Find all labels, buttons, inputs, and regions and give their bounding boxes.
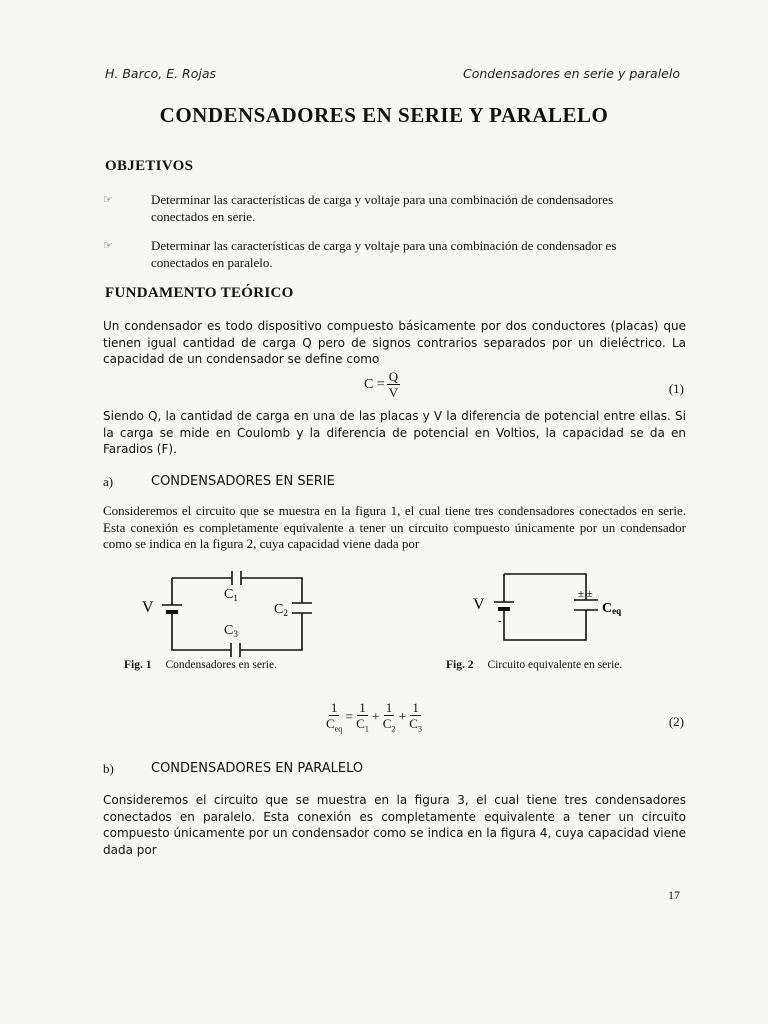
- section-heading-fundamento: FUNDAMENTO TEÓRICO: [105, 285, 294, 301]
- figure-1-series-circuit: [138, 568, 338, 660]
- paragraph-serie: Consideremos el circuito que se muestra en la figura 1, el cual tiene tres condensadores conectados en serie. Esta conexión es completamente equivalente a tener un circuito compuesto únicamente por un condensador como se indica en la figura 2, cuya capacidad viene dada por: [103, 503, 686, 551]
- subsection-heading-serie: CONDENSADORES EN SERIE: [151, 474, 335, 489]
- paragraph-units: Siendo Q, la cantidad de carga en una de las placas y V la diferencia de potencial entre ellas. Si la carga se mide en Coulomb y la diferencia de potencial en Voltios, la capacidad se da en Faradios (F).: [103, 409, 686, 456]
- equation-2-number: (2): [668, 714, 684, 729]
- objective-item-1: Determinar las características de carga y voltaje para una combinación de condensadores conectados en serie.: [151, 192, 614, 224]
- page-number: 17: [668, 888, 680, 902]
- header-authors: H. Barco, E. Rojas: [105, 66, 217, 81]
- section-heading-objetivos: OBJETIVOS: [105, 158, 194, 174]
- equation-1-lhs: C =: [364, 376, 385, 392]
- pointing-hand-icon: ☞: [103, 194, 113, 206]
- figure-2-caption: Fig. 2 Circuito equivalente en serie.: [446, 659, 623, 671]
- svg-text:± ±: ± ±: [578, 588, 593, 600]
- pointing-hand-icon: ☞: [103, 240, 113, 252]
- figure-2-equivalent-circuit: [470, 566, 650, 646]
- subsection-label-a: a): [103, 474, 114, 489]
- fig2-ceq-label: Ceq: [602, 601, 622, 616]
- figure-1-caption: Fig. 1 Condensadores en serie.: [124, 659, 277, 671]
- page-title: CONDENSADORES EN SERIE Y PARALELO: [159, 103, 609, 127]
- paragraph-paralelo: Consideremos el circuito que se muestra en la figura 3, el cual tiene tres condensadores conectados en paralelo. Esta conexión es completamente equivalente a tener un circuito compuesto únicamente por un condensador como se indica en la figura 4, cuya capacidad viene dada por: [103, 793, 686, 857]
- fig1-c3-label: $C_3$: [224, 623, 238, 639]
- fig2-v-label: V: [473, 596, 485, 613]
- subsection-label-b: b): [103, 761, 114, 776]
- equation-1: C = $\frac{Q}{V}$: [364, 369, 399, 400]
- svg-text:-: -: [498, 615, 502, 627]
- fig1-c2-label: $C_2$: [274, 602, 288, 618]
- subsection-heading-paralelo: CONDENSADORES EN PARALELO: [151, 761, 364, 776]
- fig1-c1-label: $C_1$: [224, 587, 238, 603]
- equation-1-number: (1): [668, 381, 684, 396]
- objective-item-2: Determinar las características de carga y voltaje para una combinación de condensador es conectados en paralelo.: [151, 238, 617, 270]
- header-running-title: Condensadores en serie y paralelo: [462, 66, 680, 81]
- paragraph-definition: Un condensador es todo dispositivo compuesto básicamente por dos conductores (placas) que tienen igual cantidad de carga Q pero de signos contrarios separados por un dieléctrico. La capacidad de un condensador se define como: [103, 319, 686, 366]
- fig1-v-label: V: [142, 599, 154, 616]
- equation-2: $\frac{1}{C_{eq}}$ = $\frac{1}{C_1}$ + $\frac{1}{C_2}$ + $\frac{1}{C_3}$: [326, 700, 422, 734]
